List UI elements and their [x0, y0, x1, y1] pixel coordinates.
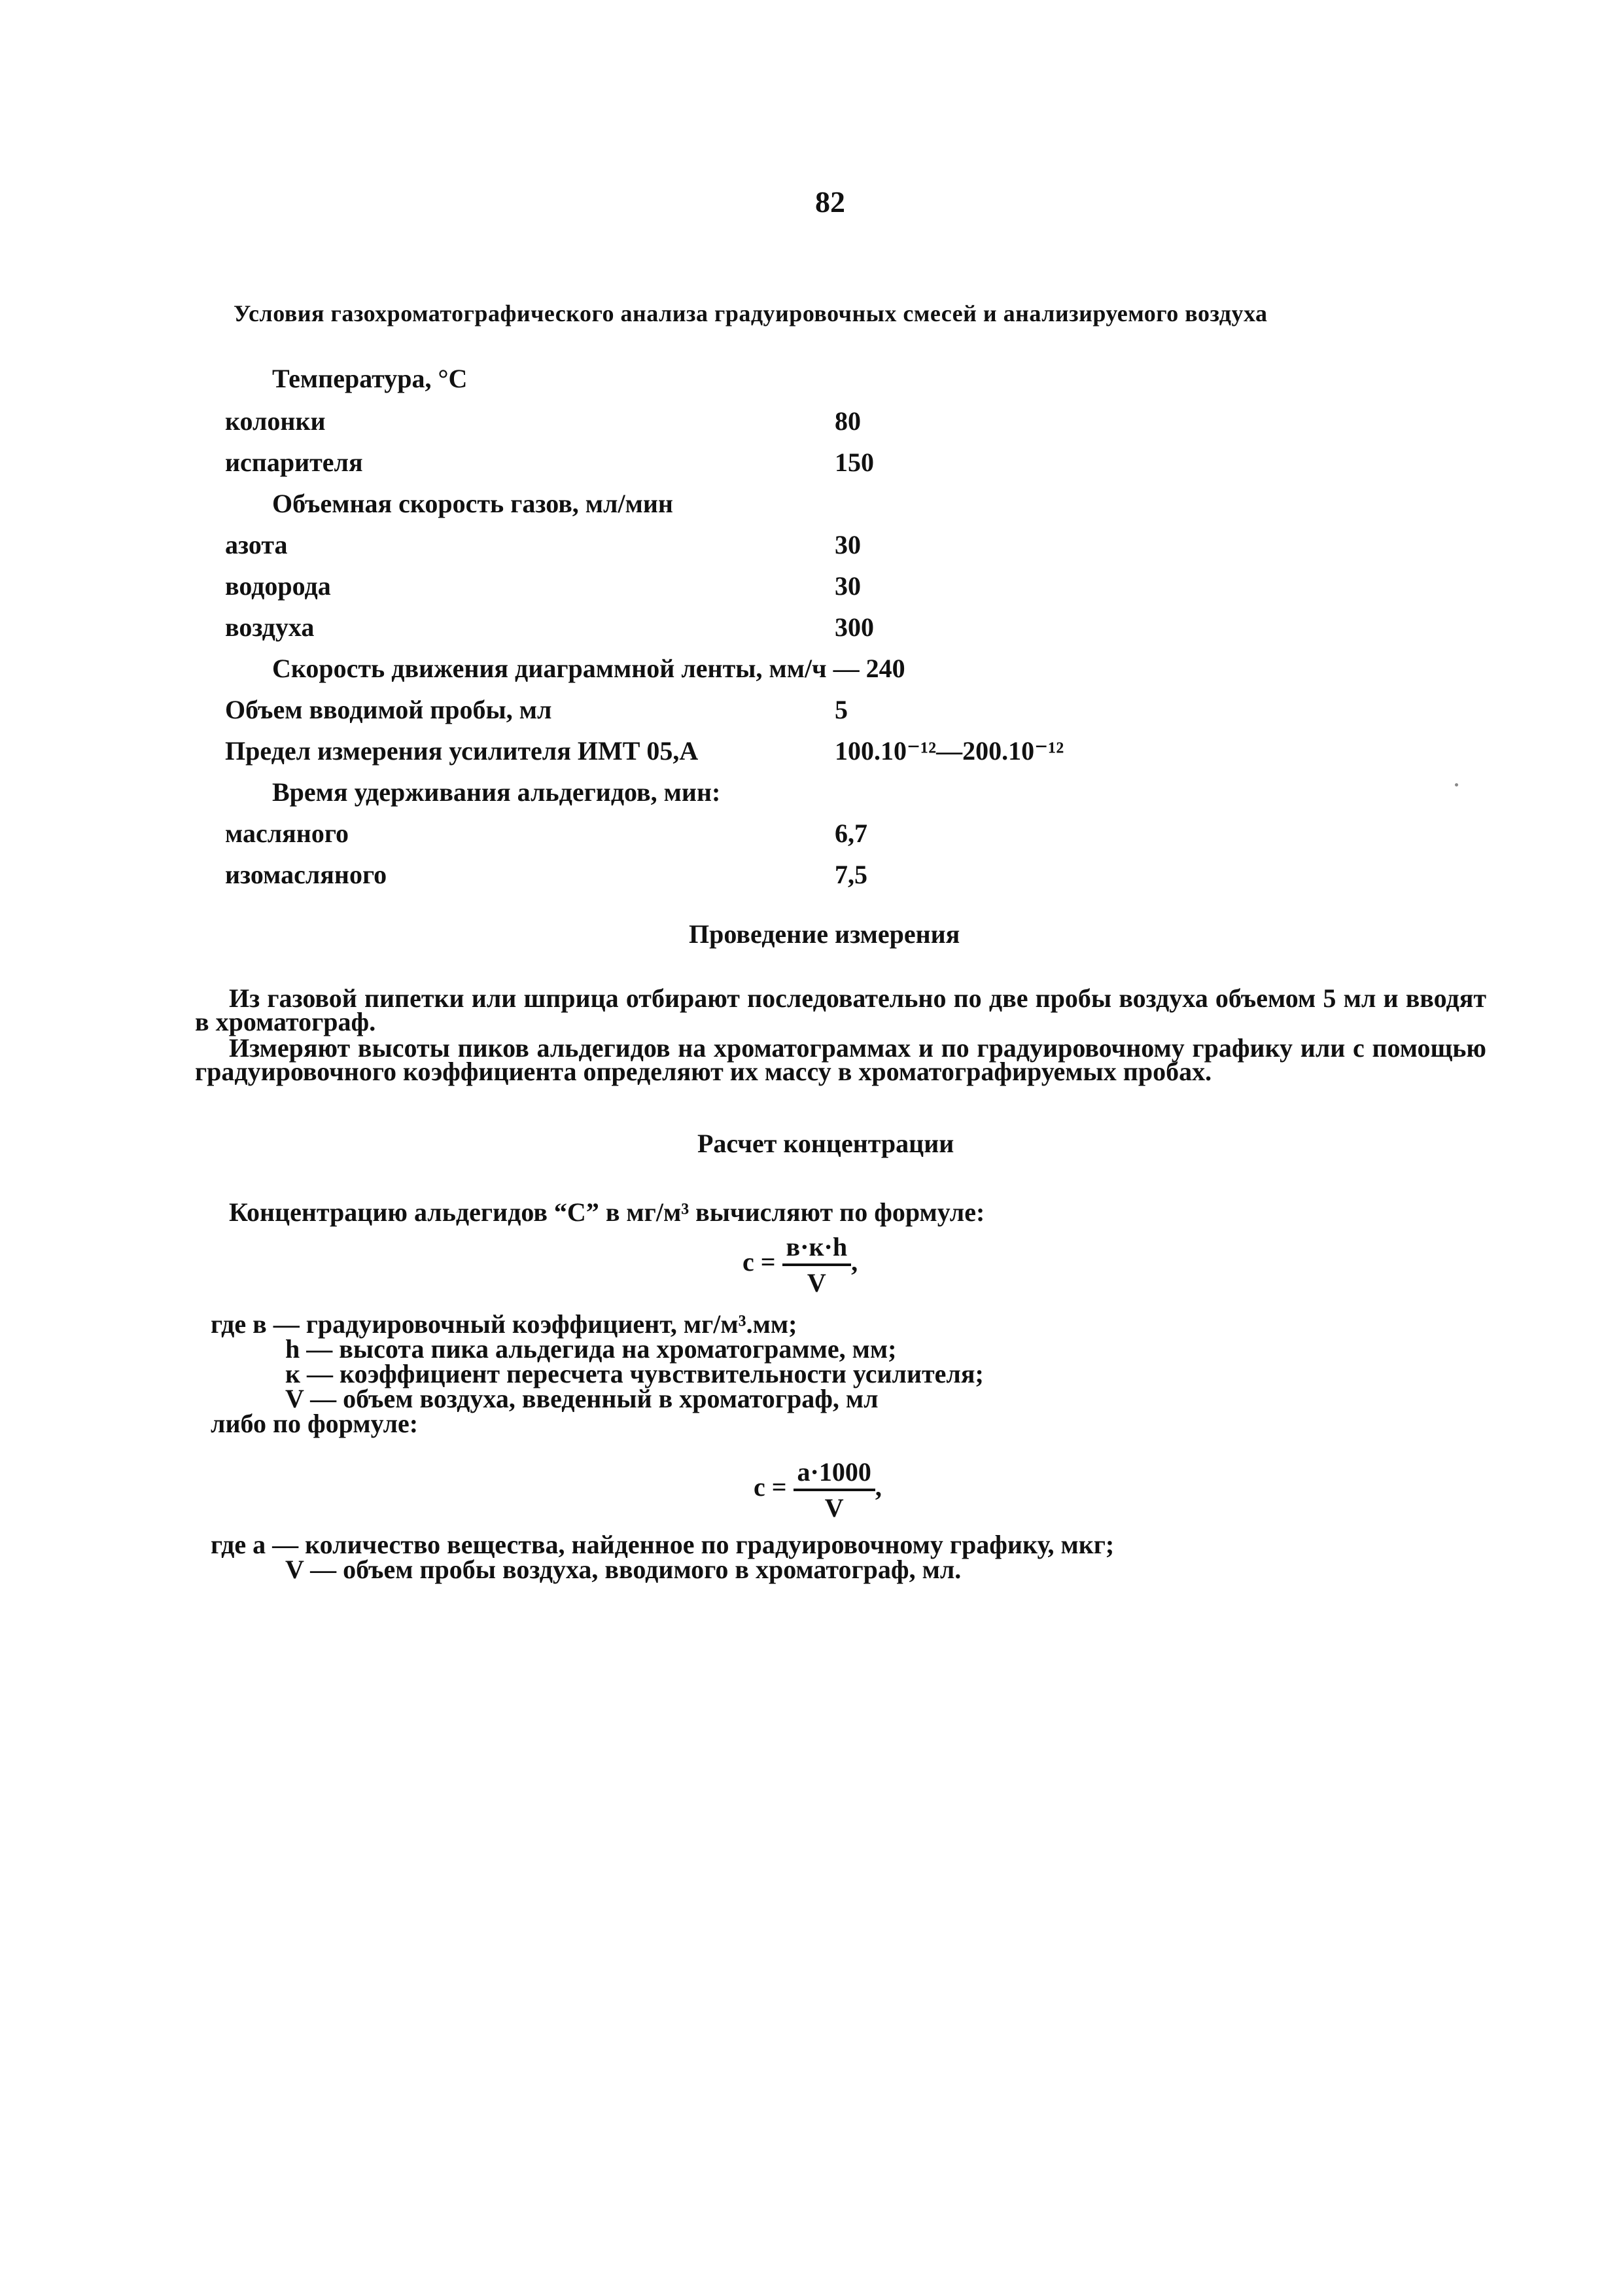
- where-line: h — высота пика альдегида на хроматограмме, мм;: [285, 1334, 897, 1364]
- scan-speck: [1455, 783, 1458, 786]
- condition-value: 6,7: [835, 819, 867, 848]
- formula-numerator: в·к·h: [782, 1231, 852, 1266]
- formula-lhs: c =: [754, 1472, 787, 1502]
- condition-value: 7,5: [835, 860, 867, 889]
- condition-value: 300: [835, 612, 874, 642]
- condition-label: Скорость движения диаграммной ленты, мм/ч — 240: [272, 654, 905, 683]
- formula-fraction: [782, 1231, 852, 1298]
- condition-label: Объем вводимой пробы, мл: [225, 695, 552, 724]
- condition-label: колонки: [225, 406, 326, 436]
- condition-label: Температура, °С: [272, 364, 468, 393]
- formula-fraction: [794, 1457, 875, 1523]
- page-number: 82: [815, 185, 845, 219]
- condition-label: Объемная скорость газов, мл/мин: [272, 489, 673, 518]
- condition-value: 80: [835, 406, 861, 436]
- condition-label: Предел измерения усилителя ИМТ 05,А: [225, 736, 699, 766]
- formula-2: [754, 1457, 882, 1523]
- condition-value: 30: [835, 530, 861, 559]
- or-text: либо по формуле:: [211, 1409, 419, 1438]
- where-line: где в — градуировочный коэффициент, мг/м³.мм;: [211, 1309, 797, 1339]
- formula-lhs: c =: [742, 1247, 776, 1277]
- condition-label: испарителя: [225, 448, 363, 477]
- measurement-heading: Проведение измерения: [689, 919, 960, 949]
- where-line: где а — количество вещества, найденное по градуировочному графику, мкг;: [211, 1530, 1115, 1559]
- calculation-heading: Расчет концентрации: [697, 1129, 954, 1158]
- condition-label: изомасляного: [225, 860, 387, 889]
- formula-denominator: V: [824, 1493, 844, 1523]
- condition-label: азота: [225, 530, 288, 559]
- formula-tail: ,: [875, 1472, 882, 1502]
- condition-label: водорода: [225, 571, 331, 601]
- condition-label: масляного: [225, 819, 349, 848]
- condition-label: воздуха: [225, 612, 315, 642]
- measurement-paragraph-1: Из газовой пипетки или шприца отбирают последовательно по две пробы воздуха объемом 5 мл и вводят в хроматограф.: [195, 983, 1486, 1036]
- calculation-intro: Концентрацию альдегидов “С” в мг/м³ вычисляют по формуле:: [229, 1197, 985, 1227]
- condition-value: 30: [835, 571, 861, 601]
- conditions-title: Условия газохроматографического анализа градуировочных смесей и анализируемого воздуха: [234, 300, 1268, 327]
- condition-value: 5: [835, 695, 848, 724]
- formula-numerator: a·1000: [794, 1457, 875, 1491]
- formula-tail: ,: [851, 1247, 858, 1277]
- measurement-paragraph-2: Измеряют высоты пиков альдегидов на хроматограммах и по градуировочному графику или с помощью градуировочного коэффициента определяют их массу в хроматографируемых пробах.: [195, 1033, 1486, 1086]
- formula-denominator: V: [807, 1268, 826, 1298]
- condition-value: 150: [835, 448, 874, 477]
- where-line: V — объем пробы воздуха, вводимого в хроматограф, мл.: [285, 1555, 962, 1584]
- where-line: V — объем воздуха, введенный в хроматограф, мл: [285, 1384, 879, 1413]
- where-line: к — коэффициент пересчета чувствительности усилителя;: [285, 1359, 984, 1388]
- condition-value: 100.10⁻¹²—200.10⁻¹²: [835, 736, 1064, 766]
- formula-1: [742, 1231, 858, 1298]
- condition-label: Время удерживания альдегидов, мин:: [272, 777, 721, 807]
